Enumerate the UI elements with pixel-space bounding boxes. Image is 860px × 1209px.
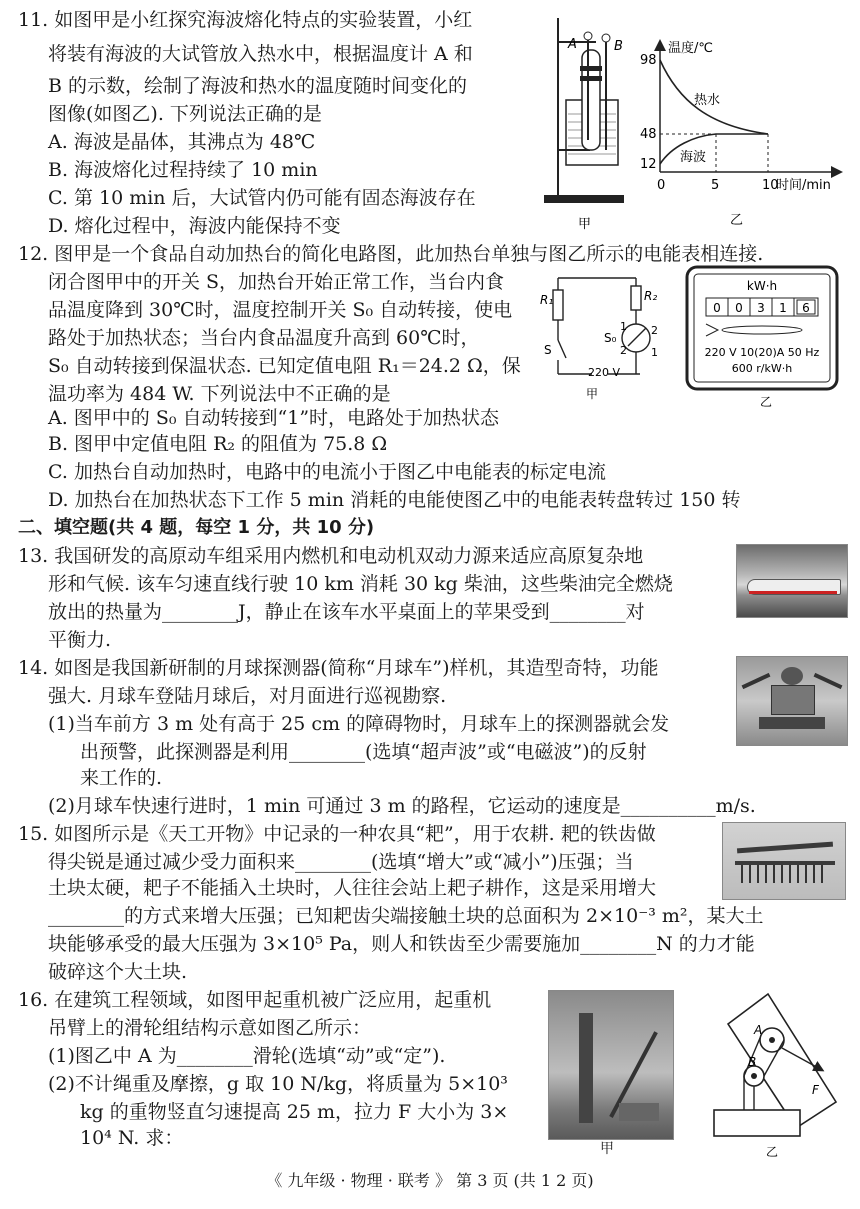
- r1-label: R₁: [540, 293, 554, 307]
- q13-line-2: 形和气候. 该车匀速直线行驶 10 km 消耗 30 kg 柴油，这些柴油完全燃烧: [48, 573, 673, 595]
- wax-curve-label: 海波: [680, 150, 707, 165]
- q12-option-b: B. 图甲中定值电阻 R₂ 的阻值为 75.8 Ω: [48, 433, 388, 455]
- figure-yi-caption: 乙: [730, 213, 744, 228]
- terminal-2-right: 2: [651, 324, 658, 337]
- circuit-diagram: [536, 270, 676, 404]
- q16-part-2-line-2: kg 的重物竖直匀速提高 25 m，拉力 F 大小为 3×: [80, 1101, 509, 1123]
- thermometer-a-label: A: [568, 37, 577, 52]
- harrow-photo: [722, 822, 846, 900]
- x-tick-10: 10: [762, 178, 779, 193]
- q14-part-1-line-1: (1)当车前方 3 m 处有高于 25 cm 的障碍物时，月球车上的探测器就会发: [48, 713, 670, 735]
- figure-jia-caption: 甲: [578, 217, 592, 232]
- q13-line-4: 平衡力.: [48, 629, 112, 651]
- q11-option-d: D. 熔化过程中，海波内能保持不变: [48, 215, 341, 237]
- y-tick-98: 98: [640, 53, 657, 68]
- q11-option-c: C. 第 10 min 后，大试管内仍可能有固态海波存在: [48, 187, 476, 209]
- q11-option-a: A. 海波是晶体，其沸点为 48℃: [48, 131, 316, 153]
- r2-label: R₂: [644, 289, 658, 303]
- meter-spec: 220 V 10(20)A 50 Hz: [704, 346, 820, 359]
- pulley-b-label: B: [748, 1055, 757, 1069]
- y-tick-48: 48: [640, 127, 657, 142]
- lunar-rover-photo: [736, 656, 848, 746]
- meter-digit-3: 3: [757, 301, 765, 315]
- q13-line-1: 13. 我国研发的高原动车组采用内燃机和电动机双动力源来适应高原复杂地: [18, 545, 644, 567]
- y-tick-12: 12: [640, 157, 657, 172]
- q16-part-1: (1)图乙中 A 为________滑轮(选填“动”或“定”).: [48, 1045, 446, 1067]
- pulley-a-label: A: [754, 1023, 763, 1037]
- switch-s0-label: S₀: [604, 331, 617, 345]
- q16-line-1: 16. 在建筑工程领域，如图甲起重机被广泛应用，起重机: [18, 989, 492, 1011]
- meter-digit-2: 0: [735, 301, 743, 315]
- force-f-label: F: [812, 1083, 819, 1097]
- hot-water-curve-label: 热水: [694, 93, 721, 108]
- train-photo: [736, 544, 848, 618]
- q16-line-2: 吊臂上的滑轮组结构示意如图乙所示：: [48, 1017, 372, 1039]
- energy-meter: [684, 264, 844, 410]
- q15-line-2: 得尖锐是通过减少受力面积来________(选填“增大”或“减小”)压强；当: [48, 851, 634, 873]
- pulley-block-diagram: [700, 990, 850, 1166]
- y-axis-label: 温度/℃: [668, 41, 713, 56]
- meter-revolutions: 600 r/kW·h: [731, 362, 793, 375]
- q11-line-2: 将装有海波的大试管放入热水中，根据温度计 A 和: [48, 43, 473, 65]
- thermometer-b-label: B: [614, 39, 623, 54]
- q15-line-4: ________的方式来增大压强；已知耙齿尖端接触土块的总面积为 2×10⁻³ m²，某大土: [48, 905, 764, 927]
- q13-line-3: 放出的热量为________J，静止在该车水平桌面上的苹果受到________对: [48, 601, 645, 623]
- q15-line-1: 15. 如图所示是《天工开物》中记录的一种农具“耙”，用于农耕. 耙的铁齿做: [18, 823, 656, 845]
- terminal-1-bottom: 1: [651, 346, 658, 359]
- q12-option-c: C. 加热台自动加热时，电路中的电流小于图乙中电能表的标定电流: [48, 461, 606, 483]
- switch-s-label: S: [544, 343, 552, 357]
- q14-line-1: 14. 如图是我国新研制的月球探测器(简称“月球车”)样机，其造型奇特，功能: [18, 657, 659, 679]
- q12-option-a: A. 图甲中的 S₀ 自动转接到“1”时，电路处于加热状态: [48, 407, 500, 429]
- q12-line-6: 温功率为 484 W. 下列说法中不正确的是: [48, 383, 391, 405]
- x-tick-0: 0: [657, 178, 666, 193]
- q14-part-1-line-2: 出预警，此探测器是利用________(选填“超声波”或“电磁波”)的反射: [80, 741, 647, 763]
- q14-part-2: (2)月球车快速行进时，1 min 可通过 3 m 的路程，它运动的速度是__________m/s.: [48, 795, 756, 817]
- q11-option-b: B. 海波熔化过程持续了 10 min: [48, 159, 318, 181]
- q12-option-d: D. 加热台在加热状态下工作 5 min 消耗的电能使图乙中的电能表转盘转过 150 转: [48, 489, 741, 511]
- q12-line-3: 品温度降到 30℃时，温度控制开关 S₀ 自动转接，使电: [48, 299, 513, 321]
- pulley-diagram-caption: 乙: [766, 1145, 779, 1159]
- terminal-2-left: 2: [620, 344, 627, 357]
- x-tick-5: 5: [711, 178, 720, 193]
- meter-unit: kW·h: [746, 279, 778, 293]
- q12-line-1: 12. 图甲是一个食品自动加热台的简化电路图，此加热台单独与图乙所示的电能表相连接.: [18, 243, 764, 265]
- section-2-heading: 二、填空题(共 4 题，每空 1 分，共 10 分): [18, 517, 375, 538]
- q15-line-3: 土块太硬，耙子不能插入土块时，人往往会站上耙子耕作，这是采用增大: [48, 877, 657, 899]
- meter-digit-1: 0: [713, 301, 721, 315]
- page-footer: 《 九年级 · 物理 · 联考 》 第 3 页 (共 1 2 页): [266, 1171, 594, 1190]
- q12-line-5: S₀ 自动转接到保温状态. 已知定值电阻 R₁＝24.2 Ω，保: [48, 355, 521, 377]
- q12-line-4: 路处于加热状态；当台内食品温度升高到 60℃时，: [48, 327, 480, 349]
- q15-line-6: 破碎这个大土块.: [48, 961, 188, 983]
- q14-part-1-line-3: 来工作的.: [80, 767, 163, 789]
- crane-photo-caption: 甲: [600, 1141, 614, 1157]
- q12-line-2: 闭合图甲中的开关 S，加热台开始正常工作，当台内食: [48, 271, 505, 293]
- q15-line-5: 块能够承受的最大压强为 3×10⁵ Pa，则人和铁齿至少需要施加________N 的力才能: [48, 933, 755, 955]
- q16-part-2-line-3: 10⁴ N. 求：: [80, 1127, 184, 1149]
- meter-caption: 乙: [760, 395, 773, 409]
- supply-voltage-label: 220 V: [588, 366, 621, 379]
- q11-line-4: 图像(如图乙). 下列说法正确的是: [48, 103, 322, 125]
- meter-digit-4: 1: [779, 301, 787, 315]
- x-axis-label: 时间/min: [776, 178, 831, 193]
- crane-photo: [548, 990, 674, 1140]
- q11-line-3: B 的示数，绘制了海波和热水的温度随时间变化的: [48, 75, 468, 97]
- q16-part-2-line-1: (2)不计绳重及摩擦，g 取 10 N/kg，将质量为 5×10³: [48, 1073, 508, 1095]
- q11-line-1: 11. 如图甲是小红探究海波熔化特点的实验装置，小红: [18, 9, 473, 31]
- q14-line-2: 强大. 月球车登陆月球后，对月面进行巡视勘察.: [48, 685, 447, 707]
- melting-apparatus-figure: [538, 10, 638, 232]
- temperature-time-graph: [638, 34, 848, 230]
- circuit-caption: 甲: [586, 387, 599, 401]
- meter-digit-5: 6: [802, 301, 810, 315]
- terminal-1-top: 1: [620, 320, 627, 333]
